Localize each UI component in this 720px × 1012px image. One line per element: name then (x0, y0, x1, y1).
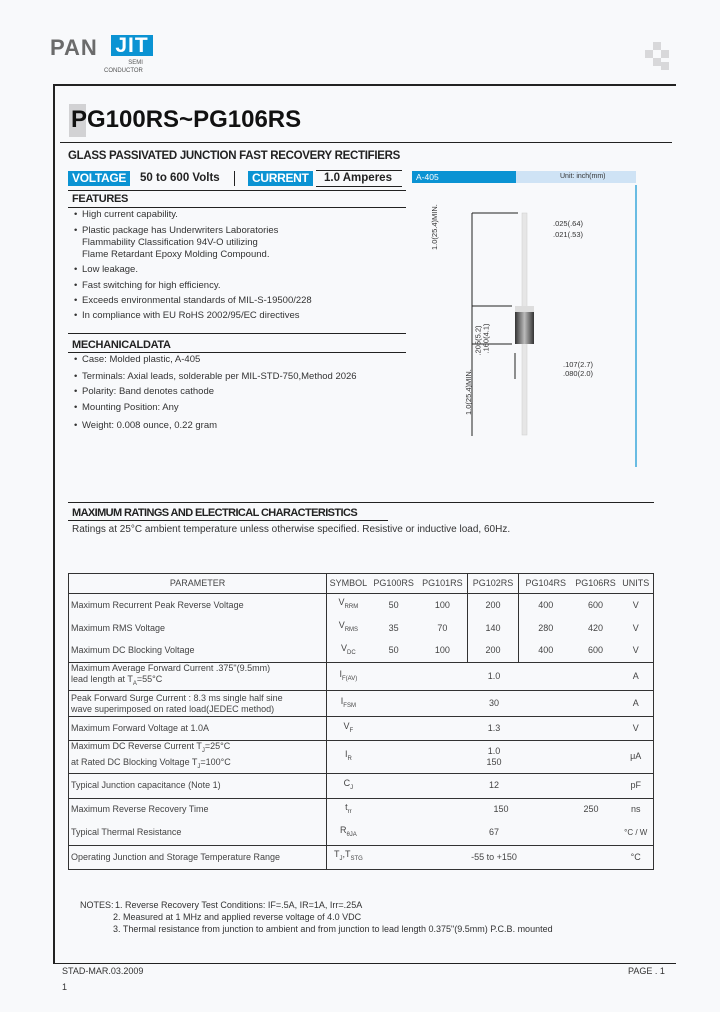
header-pg100rs: PG100RS (373, 578, 414, 588)
table-cell: $I_{FSM}$ (327, 691, 370, 717)
note-item: 2. Measured at 1 MHz and applied reverse voltage of 4.0 VDC (113, 912, 362, 922)
ratings-note: Ratings at 25°C ambient temperature unless otherwise specified. Resistive or inductive load, 60Hz. (72, 524, 511, 535)
dim-lead-length-bottom: 1.0(25.4)MIN. (464, 369, 473, 415)
dim-body-length-max: .205(5.2) (473, 325, 483, 356)
page-number: 1 (62, 982, 68, 992)
table-row (69, 594, 654, 617)
divider (316, 170, 402, 171)
mechanical-item: • Terminals: Axial leads, solderable per MIL-STD-750,Method 2026 (74, 371, 357, 382)
table-cell: 50 (388, 599, 399, 610)
table-cell: $I_R$ (327, 741, 370, 774)
table-cell: 70 (437, 622, 448, 633)
table-cell: V (632, 599, 639, 610)
frame-top (53, 84, 676, 86)
page-title: PG100RS~PG106RS (71, 106, 302, 133)
dim-body-dia-min: .080(2.0) (563, 369, 594, 378)
table-cell: Maximum Recurrent Peak Reverse Voltage (71, 599, 244, 610)
table-cell: $C_J$ (327, 773, 370, 798)
feature-item: Flame Retardant Epoxy Molding Compound. (82, 249, 270, 260)
divider (68, 520, 388, 521)
divider (234, 171, 235, 186)
divider (68, 333, 406, 334)
table-cell: $t_{rr}$ (327, 798, 370, 821)
cathode-band (515, 306, 534, 312)
table-cell: 280 (538, 622, 554, 633)
current-value: 1.0 Amperes (324, 172, 392, 184)
table-cell: 200 (468, 640, 519, 663)
logo-conductor: CONDUCTOR (104, 68, 143, 74)
table-cell: A (618, 663, 653, 691)
table-cell: Maximum RMS Voltage (71, 622, 166, 633)
table-cell: °C (618, 845, 653, 869)
table-cell: Maximum Average Forward Current .375"(9.5mm) lead length at $T_A=55^\circ C$ (69, 663, 327, 691)
table-cell: Maximum Forward Voltage at 1.0A (69, 717, 327, 741)
table-cell: 600 (587, 645, 603, 656)
table-cell: $V_F$ (327, 717, 370, 741)
table-cell: $T_J,T_{STG}$ (327, 845, 370, 869)
table-cell: Typical Thermal Resistance (71, 827, 182, 838)
package-diagram (412, 171, 638, 467)
table-row (69, 663, 654, 691)
table-cell: V (632, 622, 639, 633)
feature-item: • In compliance with EU RoHS 2002/95/EC directives (74, 310, 300, 321)
table-cell: 420 (587, 622, 603, 633)
page-label: PAGE . 1 (628, 966, 665, 976)
divider (316, 186, 402, 187)
table-cell: °C / W (624, 827, 648, 837)
table-cell: 35 (388, 622, 399, 633)
feature-item: • Fast switching for high efficiency. (74, 280, 221, 291)
feature-item: • Plastic package has Underwriters Laboratories (74, 225, 279, 236)
logo-subtitle (104, 59, 143, 75)
feature-item: • High current capability. (74, 209, 178, 220)
table-cell: Maximum Reverse Recovery Time (69, 798, 327, 821)
table-row (69, 773, 654, 798)
table-cell: Peak Forward Surge Current : 8.3 ms single half sine wave superimposed on rated load(JEDEC method) (69, 691, 327, 717)
dim-lead-dia-min: .021(.53) (553, 230, 584, 239)
table-cell: 67 (489, 827, 500, 838)
table-cell: ns (618, 798, 653, 821)
header-pg101rs: PG101RS (422, 578, 463, 588)
table-cell: 250 (519, 798, 619, 821)
table-cell: V (632, 645, 639, 656)
table-row (69, 617, 654, 640)
table-cell: $V_{RRM}$ (327, 594, 370, 617)
table-row (69, 845, 654, 869)
table-cell: Maximum DC Reverse Current $T_J=25^\circ C$ at Rated DC Blocking Voltage $T_J=100^\circ C$ (69, 741, 327, 774)
table-cell: A (618, 691, 653, 717)
table-cell: 400 (538, 599, 554, 610)
table-cell: 1.0 150 (370, 741, 619, 774)
mechanical-item: • Weight: 0.008 ounce, 0.22 gram (74, 420, 218, 431)
header-pg102rs: PG102RS (468, 574, 519, 594)
dim-body-dia-max: .107(2.7) (563, 360, 594, 369)
table-cell: 150 (370, 798, 519, 821)
header-symbol: SYMBOL (327, 574, 370, 594)
feature-item: • Exceeds environmental standards of MIL-S-19500/228 (74, 295, 312, 306)
voltage-value: 50 to 600 Volts (140, 172, 220, 184)
divider (60, 142, 672, 143)
mechanical-item: • Mounting Position: Any (74, 402, 179, 413)
table-cell: 140 (468, 617, 519, 640)
table-cell: 1.3 (370, 717, 619, 741)
header-units: UNITS (622, 578, 650, 588)
frame-bottom (53, 963, 676, 964)
ratings-table (68, 573, 654, 870)
table-header-row (69, 574, 654, 594)
table-cell: $R_{\theta JA}$ (327, 821, 370, 845)
note-item: 1. Reverse Recovery Test Conditions: IF=.5A, IR=1A, Irr=.25A (115, 900, 363, 910)
table-row (69, 691, 654, 717)
table-cell: 50 (388, 645, 399, 656)
features-heading: FEATURES (72, 193, 129, 205)
table-cell: $I_{F(AV)}$ (327, 663, 370, 691)
table-row (69, 821, 654, 845)
table-cell: 100 (434, 645, 450, 656)
mechanical-item: • Case: Molded plastic, A-405 (74, 354, 201, 365)
table-cell: V (618, 717, 653, 741)
doc-code: STAD-MAR.03.2009 (62, 966, 144, 976)
feature-item: Flammability Classification 94V-O utilizing (82, 237, 258, 248)
table-cell: 1.0 (370, 663, 619, 691)
frame-left (53, 84, 55, 964)
logo-pan: PAN (50, 35, 98, 60)
table-cell: μA (618, 741, 653, 774)
table-cell: 200 (468, 594, 519, 617)
table-cell: pF (618, 773, 653, 798)
divider (68, 502, 654, 503)
divider (68, 190, 406, 191)
table-cell: 600 (587, 599, 603, 610)
table-cell: 100 (434, 599, 450, 610)
voltage-label: VOLTAGE (68, 171, 130, 186)
table-cell: 30 (370, 691, 619, 717)
ratings-heading: MAXIMUM RATINGS AND ELECTRICAL CHARACTERISTICS (72, 507, 358, 519)
logo-semi: SEMI (128, 60, 143, 66)
table-row (69, 717, 654, 741)
table-cell: $V_{RMS}$ (327, 617, 370, 640)
table-row (69, 798, 654, 821)
header-parameter: PARAMETER (169, 578, 226, 588)
divider (68, 207, 406, 208)
table-cell: $V_{DC}$ (327, 640, 370, 663)
dim-body-length-min: .160(4.1) (481, 323, 491, 354)
table-cell: 12 (370, 773, 619, 798)
table-cell: 400 (538, 645, 554, 656)
table-cell: Maximum DC Blocking Voltage (71, 645, 195, 656)
feature-item: • Low leakage. (74, 264, 138, 275)
package-units: Unit: inch(mm) (560, 173, 606, 180)
table-cell: Operating Junction and Storage Temperature Range (69, 845, 327, 869)
dim-lead-dia-max: .025(.64) (553, 219, 584, 228)
mechanical-heading: MECHANICALDATA (72, 339, 171, 351)
current-label: CURRENT (248, 171, 313, 186)
package-name: A-405 (416, 172, 439, 182)
dim-lead-length-top: 1.0(25.4)MIN. (430, 204, 439, 250)
table-row (69, 741, 654, 774)
mechanical-item: • Polarity: Band denotes cathode (74, 386, 215, 397)
header-pg106rs: PG106RS (575, 578, 616, 588)
logo-jit: JIT (111, 35, 153, 56)
note-item: 3. Thermal resistance from junction to ambient and from junction to lead length 0.375"(9.5mm) P.C.B. mounted (113, 924, 553, 934)
table-cell: Typical Junction capacitance (Note 1) (69, 773, 327, 798)
table-cell: -55 to +150 (370, 845, 619, 869)
header-pg104rs: PG104RS (525, 578, 567, 588)
table-row (69, 640, 654, 663)
notes-label: NOTES: (80, 900, 114, 910)
subtitle: GLASS PASSIVATED JUNCTION FAST RECOVERY RECTIFIERS (68, 150, 400, 162)
divider (68, 352, 406, 353)
